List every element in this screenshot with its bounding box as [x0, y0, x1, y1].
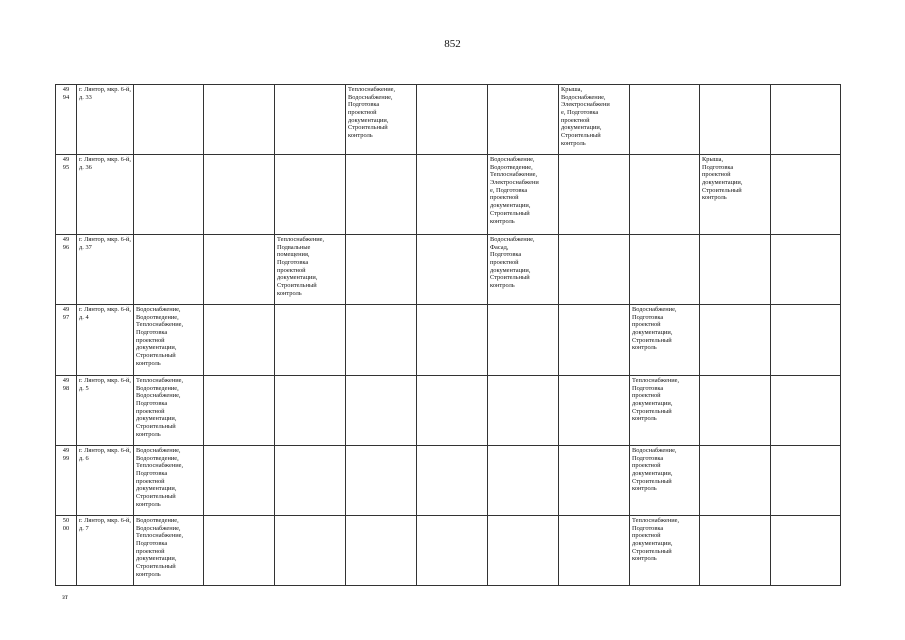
work-cell	[700, 516, 771, 586]
row-number-top: 49	[62, 377, 70, 384]
table-row	[56, 235, 841, 305]
row-number	[56, 376, 77, 446]
row-number-bottom: 96	[62, 243, 70, 251]
work-cell	[417, 305, 488, 376]
work-cell	[488, 446, 559, 516]
work-cell	[488, 305, 559, 376]
work-cell	[275, 446, 346, 516]
address-cell: г. Лянтор, мкр. 6-й, д. 5	[77, 376, 134, 446]
work-cell	[417, 446, 488, 516]
row-number-bottom: 99	[62, 454, 70, 462]
table-row	[56, 305, 841, 376]
work-cell	[204, 235, 275, 305]
work-cell: Водоснабжение, Водоотведение, Теплоснабжение, Подготовка проектной документации, Строительный контроль	[134, 305, 204, 376]
address-cell: г. Лянтор, мкр. 6-й, д. 36	[77, 155, 134, 235]
work-cell	[204, 85, 275, 155]
address-cell: г. Лянтор, мкр. 6-й, д. 4	[77, 305, 134, 376]
page-number: 852	[444, 38, 461, 50]
row-number-top: 49	[62, 86, 70, 93]
work-cell	[204, 376, 275, 446]
address-cell: г. Лянтор, мкр. 6-й, д. 7	[77, 516, 134, 586]
work-cell: Теплоснабжение, Водоснабжение, Подготовка проектной документации, Строительный контроль	[346, 85, 417, 155]
work-cell: Крыша, Подготовка проектной документации, Строительный контроль	[700, 155, 771, 235]
work-cell	[630, 85, 700, 155]
work-cell	[204, 155, 275, 235]
work-cell	[771, 516, 841, 586]
work-cell: Водоснабжение, Подготовка проектной документации, Строительный контроль	[630, 446, 700, 516]
work-cell: Водоснабжение, Фасад, Подготовка проектной документации, Строительный контроль	[488, 235, 559, 305]
work-cell	[134, 85, 204, 155]
row-number	[56, 516, 77, 586]
work-cell	[559, 376, 630, 446]
table-body	[56, 85, 841, 586]
work-cell: Теплоснабжение, Водоотведение, Водоснабжение, Подготовка проектной документации, Строительный контроль	[134, 376, 204, 446]
work-cell	[204, 516, 275, 586]
work-cell	[559, 446, 630, 516]
work-cell	[559, 235, 630, 305]
work-cell	[630, 155, 700, 235]
work-cell	[771, 446, 841, 516]
work-cell	[134, 155, 204, 235]
table-row	[56, 516, 841, 586]
row-number-bottom: 94	[62, 93, 70, 101]
work-cell	[488, 85, 559, 155]
work-cell: Теплоснабжение, Подвальные помещения, Подготовка проектной документации, Строительный контроль	[275, 235, 346, 305]
row-number-top: 49	[62, 156, 70, 163]
table-row	[56, 376, 841, 446]
work-cell	[771, 376, 841, 446]
row-number	[56, 85, 77, 155]
table-row	[56, 155, 841, 235]
work-cell	[346, 305, 417, 376]
work-cell: Водоснабжение, Водоотведение, Теплоснабжение, Электроснабжени е, Подготовка проектной документации, Строительный контроль	[488, 155, 559, 235]
work-cell	[204, 446, 275, 516]
work-cell	[417, 235, 488, 305]
address-cell: г. Лянтор, мкр. 6-й, д. 6	[77, 446, 134, 516]
row-number-top: 49	[62, 306, 70, 313]
work-cell	[417, 376, 488, 446]
footer-mark: зт	[62, 593, 68, 601]
work-cell	[134, 235, 204, 305]
work-cell	[771, 235, 841, 305]
work-cell	[346, 516, 417, 586]
work-cell: Водоснабжение, Водоотведение, Теплоснабжение, Подготовка проектной документации, Строительный контроль	[134, 446, 204, 516]
row-number	[56, 305, 77, 376]
work-cell	[771, 305, 841, 376]
work-cell	[700, 235, 771, 305]
work-cell	[700, 85, 771, 155]
work-cell	[417, 516, 488, 586]
work-cell	[700, 376, 771, 446]
work-cell: Водоснабжение, Подготовка проектной документации, Строительный контроль	[630, 305, 700, 376]
work-cell	[488, 376, 559, 446]
work-cell	[346, 376, 417, 446]
work-cell	[630, 235, 700, 305]
table-row	[56, 446, 841, 516]
work-cell	[559, 516, 630, 586]
row-number	[56, 235, 77, 305]
work-cell	[204, 305, 275, 376]
work-cell: Крыша, Водоснабжение, Электроснабжени е, Подготовка проектной документации, Строительный контроль	[559, 85, 630, 155]
work-cell	[488, 516, 559, 586]
work-cell: Теплоснабжение, Подготовка проектной документации, Строительный контроль	[630, 376, 700, 446]
row-number-bottom: 95	[62, 163, 70, 171]
work-cell	[700, 305, 771, 376]
address-cell: г. Лянтор, мкр. 6-й, д. 33	[77, 85, 134, 155]
row-number-bottom: 98	[62, 384, 70, 392]
row-number-bottom: 97	[62, 313, 70, 321]
address-cell: г. Лянтор, мкр. 6-й, д. 37	[77, 235, 134, 305]
work-cell: Теплоснабжение, Подготовка проектной документации, Строительный контроль	[630, 516, 700, 586]
row-number-top: 49	[62, 236, 70, 243]
work-cell	[771, 155, 841, 235]
work-cell	[417, 155, 488, 235]
row-number	[56, 155, 77, 235]
row-number-top: 49	[62, 447, 70, 454]
work-cell	[771, 85, 841, 155]
work-cell	[275, 376, 346, 446]
row-number	[56, 446, 77, 516]
work-cell	[346, 235, 417, 305]
work-cell	[700, 446, 771, 516]
row-number-top: 50	[62, 517, 70, 524]
table-row	[56, 85, 841, 155]
work-schedule-table	[55, 84, 841, 586]
work-cell	[559, 155, 630, 235]
work-cell	[417, 85, 488, 155]
work-cell	[346, 446, 417, 516]
work-cell	[559, 305, 630, 376]
work-cell	[275, 305, 346, 376]
work-cell	[346, 155, 417, 235]
work-cell	[275, 155, 346, 235]
work-cell: Водоотведение, Водоснабжение, Теплоснабжение, Подготовка проектной документации, Строительный контроль	[134, 516, 204, 586]
work-cell	[275, 516, 346, 586]
row-number-bottom: 00	[62, 524, 70, 532]
work-cell	[275, 85, 346, 155]
